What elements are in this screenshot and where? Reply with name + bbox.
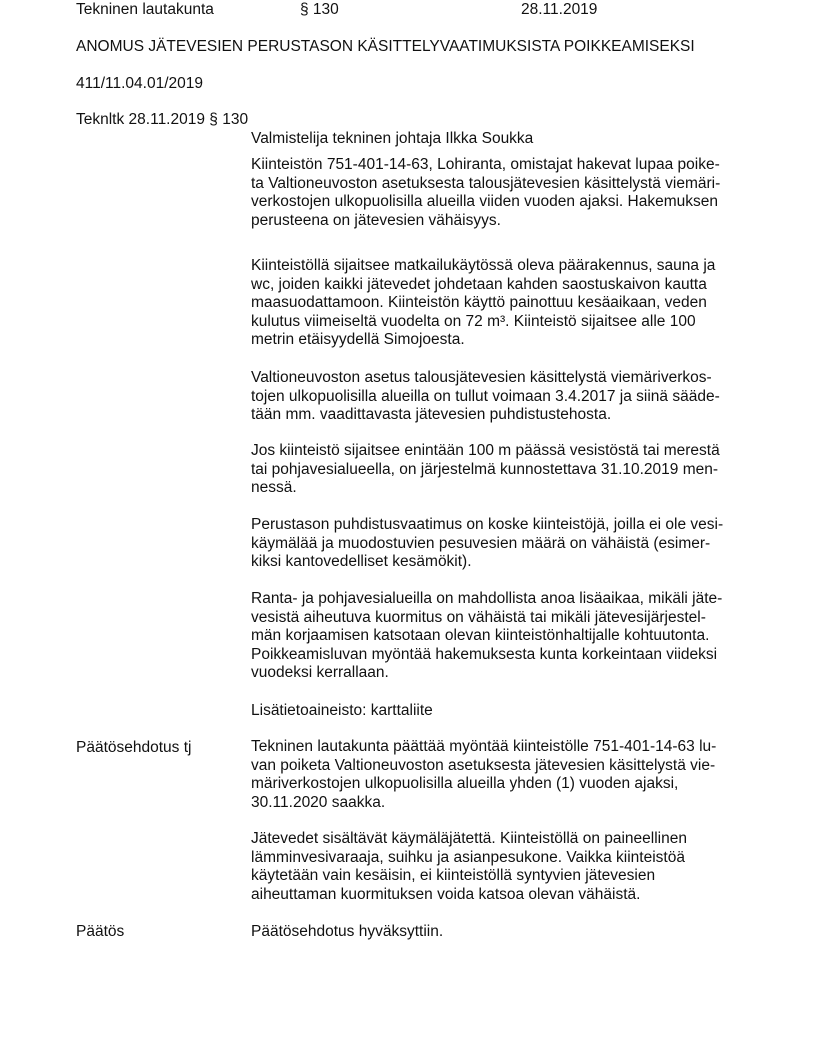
text-line: Tekninen lautakunta päättää myöntää kiinteistölle 751-401-14-63 lu- — [251, 738, 717, 755]
document-title: ANOMUS JÄTEVESIEN PERUSTASON KÄSITTELYVAATIMUKSISTA POIKKEAMISEKSI — [76, 38, 695, 55]
proposal-paragraph — [251, 738, 751, 812]
additional-info: Lisätietoaineisto: karttaliite — [251, 702, 433, 719]
body-paragraph — [251, 156, 751, 230]
text-line: vesistä aiheutuva kuormitus on vähäistä tai mikäli jätevesijärjestel- — [251, 608, 706, 626]
body-paragraph — [251, 516, 751, 572]
section-number: § 130 — [300, 1, 339, 18]
text-line: Jätevedet sisältävät käymäläjätettä. Kiinteistöllä on paineellinen — [251, 830, 687, 847]
decision-label: Päätös — [76, 923, 125, 940]
text-line: Valtioneuvoston asetus talousjätevesien käsittelystä viemäriverkos- — [251, 369, 712, 386]
text-line: tään mm. vaadittavasta jätevesien puhdistustehosta. — [251, 406, 612, 424]
text-line: verkostojen ulkopuolisilla alueilla viiden vuoden ajaksi. Hakemuksen — [251, 193, 718, 211]
text-line: käytetään vain kesäisin, ei kiinteistöllä syntyvien jätevesien — [251, 867, 656, 885]
text-line: wc, joiden kaikki jätevedet johdetaan kahden saostuskaivon kautta — [251, 275, 707, 293]
preparer-line: Valmistelija tekninen johtaja Ilkka Soukka — [251, 130, 534, 147]
text-line: Kiinteistön 751-401-14-63, Lohiranta, omistajat hakevat lupaa poike- — [251, 156, 720, 173]
proposal-paragraph — [251, 830, 751, 904]
reference-line: Teknltk 28.11.2019 § 130 — [76, 111, 249, 128]
body-paragraph — [251, 590, 751, 683]
body-paragraph — [251, 369, 751, 425]
text-line: aiheuttaman kuormituksen voida katsoa olevan vähäistä. — [251, 885, 641, 903]
record-number: 411/11.04.01/2019 — [76, 75, 203, 92]
proposal-label: Päätösehdotus tj — [76, 739, 192, 756]
text-line: tai pohjavesialueella, on järjestelmä kunnostettava 31.10.2019 men- — [251, 460, 719, 478]
text-line: käymälää ja muodostuvien pesuvesien määrä on vähäistä (esimer- — [251, 534, 711, 552]
text-line: 30.11.2020 saakka. — [251, 793, 386, 811]
text-line: märiverkostojen ulkopuolisilla alueilla yhden (1) vuoden ajaksi, — [251, 775, 679, 793]
text-line: Jos kiinteistö sijaitsee enintään 100 m päässä vesistöstä tai merestä — [251, 442, 720, 459]
text-line: van poiketa Valtioneuvoston asetuksesta jätevesien käsittelystä vie- — [251, 756, 716, 774]
text-line: tojen ulkopuolisilla alueilla on tullut voimaan 3.4.2017 ja siinä sääde- — [251, 387, 720, 405]
text-line: kiksi kantovedelliset kesämökit). — [251, 553, 472, 571]
text-line: maasuodattamoon. Kiinteistön käyttö painottuu kesäaikaan, veden — [251, 294, 707, 312]
committee-name: Tekninen lautakunta — [76, 1, 214, 18]
text-line: vuodeksi kerrallaan. — [251, 664, 389, 682]
text-line: män korjaamisen katsotaan olevan kiinteistönhaltijalle kohtuutonta. — [251, 627, 710, 645]
text-line: metrin etäisyydellä Simojoesta. — [251, 331, 465, 349]
text-line: Ranta- ja pohjavesialueilla on mahdollista anoa lisäaikaa, mikäli jäte- — [251, 590, 723, 607]
body-paragraph — [251, 257, 751, 350]
text-line: perusteena on jätevesien vähäisyys. — [251, 211, 501, 229]
text-line: Kiinteistöllä sijaitsee matkailukäytössä oleva päärakennus, sauna ja — [251, 257, 716, 274]
text-line: Perustason puhdistusvaatimus on koske kiinteistöjä, joilla ei ole vesi- — [251, 516, 724, 533]
text-line: lämminvesivaraaja, suihku ja asianpesukone. Vaikka kiinteistöä — [251, 848, 685, 866]
text-line: kulutus viimeiseltä vuodelta on 72 m³. Kiinteistö sijaitsee alle 100 — [251, 312, 696, 330]
text-line: Poikkeamisluvan myöntää hakemuksesta kunta korkeintaan viideksi — [251, 645, 718, 663]
meeting-date: 28.11.2019 — [521, 1, 598, 18]
text-line: nessä. — [251, 479, 297, 497]
text-line: ta Valtioneuvoston asetuksesta talousjätevesien käsittelystä viemäri- — [251, 174, 721, 192]
body-paragraph — [251, 442, 751, 498]
decision-text: Päätösehdotus hyväksyttiin. — [251, 923, 444, 940]
